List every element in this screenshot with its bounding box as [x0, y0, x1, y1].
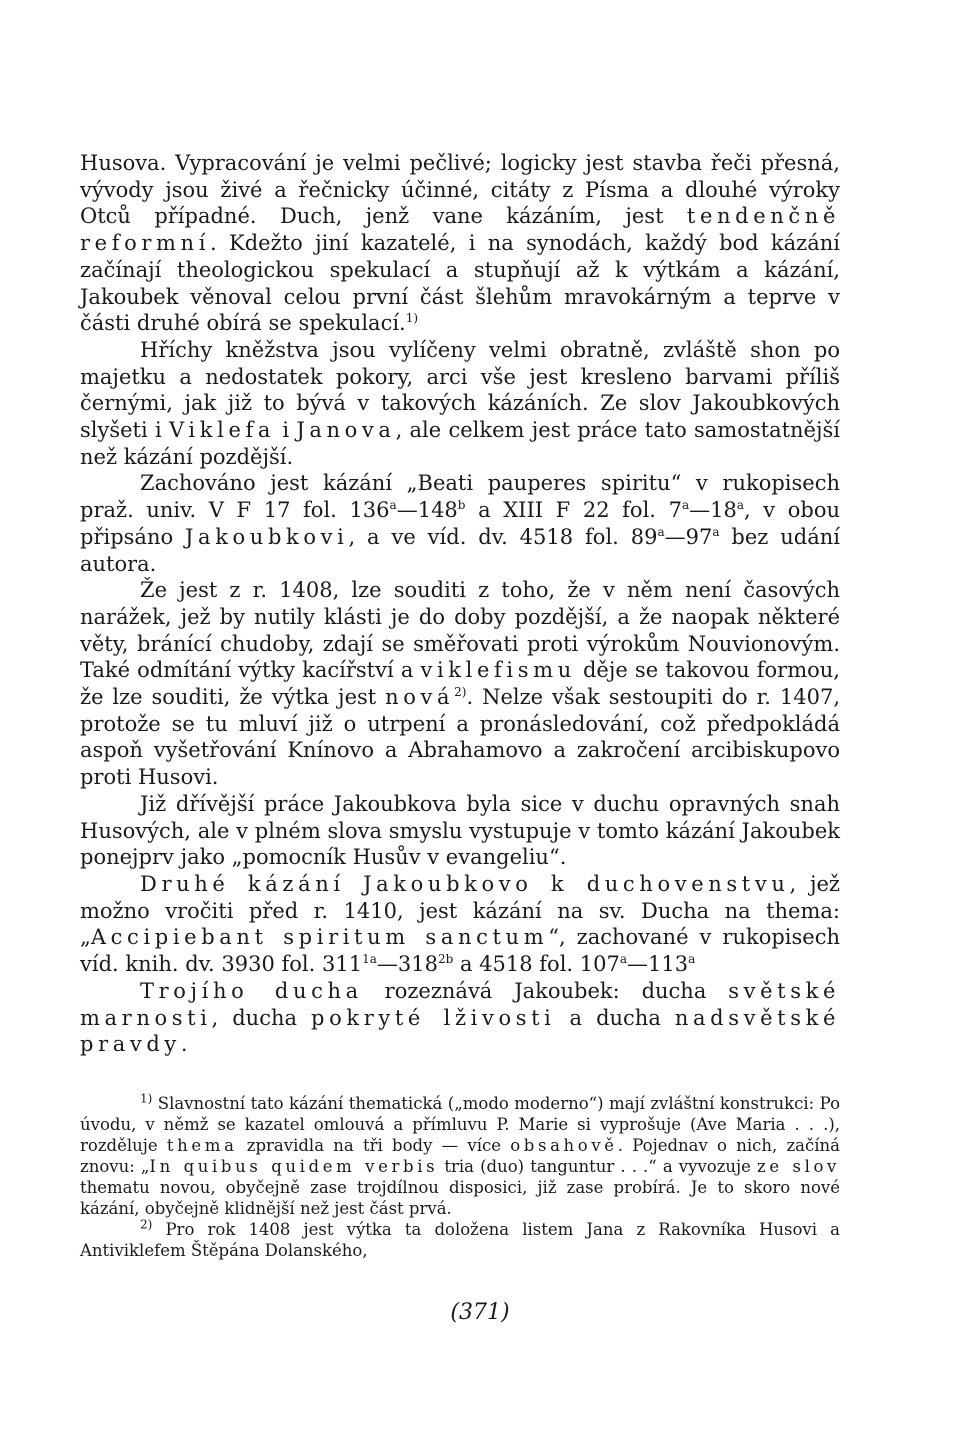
note-marker: 2): [454, 685, 467, 700]
text-run: —113: [627, 952, 689, 977]
text-run: , a ve víd. dv. 4518 fol. 89: [348, 524, 658, 549]
paragraph: [80, 150, 840, 337]
paragraph: [80, 871, 840, 978]
spaced-emphasis: viklefismu: [420, 658, 576, 683]
text-run: . Kdežto jiní kazatelé, i na synodách, každý bod kázání začínají theologickou spekulací a stupňují až k výtkám a kázání, Jakoubek věnoval celou první část šlehům mravokárným a teprve v části druhé obírá se spekulací.: [80, 231, 840, 336]
note-marker: 1a: [362, 952, 377, 967]
paragraph: [80, 978, 840, 1058]
footnotes: [80, 1093, 840, 1261]
note-marker: b: [457, 498, 466, 513]
spaced-emphasis: tendenčně reformní: [80, 204, 840, 256]
text-run: “, zachované v rukopisech víd. knih. dv. 3930 fol. 311: [80, 925, 840, 977]
text-run: , ale celkem jest práce tato samostatnější než kázání pozdější.: [80, 418, 840, 469]
text-run: Hříchy kněžstva jsou vylíčeny velmi obratně, zvláště shon po majetku a nedostatek pokory, arci vše jest kresleno barvami příliš černými, jak již to bývá v takových kázáních. Ze slov Jakoubkových slyšeti i: [80, 337, 840, 443]
note-marker: a: [389, 498, 397, 513]
spaced-emphasis: nadsvětské pravdy: [80, 1005, 840, 1057]
spaced-emphasis: pokryté lživosti: [311, 1005, 556, 1030]
note-marker: a: [657, 524, 665, 539]
spaced-emphasis: thema: [166, 1136, 238, 1155]
text-run: rozeznává Jakoubek: ducha: [362, 978, 729, 1003]
text-run: , ducha: [211, 1005, 312, 1030]
spaced-emphasis: světské marnosti: [80, 978, 840, 1030]
text-run: a ducha: [555, 1005, 675, 1030]
note-marker: a: [712, 524, 720, 539]
spaced-emphasis: obsahově: [510, 1136, 618, 1155]
text-run: . Pojednav o nich, začíná znovu: „: [80, 1136, 840, 1176]
text-run: Zachováno jest kázání „Beati pauperes spiritu“ v rukopisech praž. univ. V F 17 fol. 136: [80, 471, 840, 523]
spaced-emphasis: In quibus quidem verbis: [149, 1157, 439, 1176]
spaced-emphasis: Druhé kázání Jakoubkovo k duchovenstvu: [140, 871, 790, 896]
note-marker: a: [736, 498, 744, 513]
text-run: .: [180, 1032, 188, 1057]
text-run: —18: [689, 498, 737, 523]
note-marker: 1): [140, 1091, 153, 1106]
text-run: tria (duo) tanguntur . . .“ a vyvozuje: [438, 1157, 758, 1176]
spaced-emphasis: Janova: [296, 418, 396, 443]
text-run: zpravidla na tři body — více: [237, 1136, 511, 1155]
note-marker: 2b: [437, 952, 454, 967]
text-run: Husova. Vypracování je velmi pečlivé; logicky jest stavba řeči přesná, vývody jsou živé a řečnicky účinné, citáty z Písma a dlouhé výroky Otců případné. Duch, jenž vane kázáním, jest: [80, 151, 840, 229]
main-text: [80, 150, 840, 1058]
text-run: i: [275, 418, 297, 443]
spaced-emphasis: Jakoubkovi: [185, 524, 349, 549]
spaced-emphasis: nová: [385, 685, 455, 710]
text-run: , v obou připsáno: [80, 498, 840, 549]
text-run: Již dřívější práce Jakoubkova byla sice v duchu opravných snah Husových, ale v plném slova smyslu vystupuje v tomto kázání Jakoubek ponejprv jako „pomocník Husův v evangeliu“.: [80, 791, 840, 870]
text-run: —318: [376, 952, 438, 977]
text-run: —97: [664, 524, 713, 549]
text-run: a XIII F 22 fol. 7: [465, 498, 682, 523]
footnote: [80, 1219, 840, 1261]
text-run: thematu novou, obyčejně zase trojdílnou disposici, již zase probírá. Je to skoro nové kázání, obyčejně klidnější než jest část prvá.: [80, 1178, 840, 1218]
text-run: Slavnostní tato kázání thematická („modo moderno“) mají zvláštní konstrukci: Po úvodu, v němž se kazatel omlouvá a přímluvu P. Marie si vyprošuje (Ave Maria . . .), rozděluje: [80, 1094, 840, 1155]
text-run: —148: [396, 498, 458, 523]
footnote: [80, 1093, 840, 1219]
spaced-emphasis: Trojího ducha: [140, 978, 363, 1003]
paragraph: [80, 470, 840, 577]
text-run: . Nelze však sestoupiti do r. 1407, protože se tu mluví již o utrpení a pronásledování, což předpokládá aspoň vyšetřování Knínovo a Abrahamovo a zakročení arcibiskupovo proti Husovi.: [80, 685, 841, 790]
page-number: (371): [450, 1300, 510, 1325]
paragraph: [80, 577, 840, 791]
note-marker: 1): [405, 311, 419, 326]
paragraph: [80, 337, 840, 471]
note-marker: a: [688, 952, 696, 967]
spaced-emphasis: Viklefa: [169, 418, 276, 443]
text-run: děje se takovou formou, že lze souditi, že výtka jest: [80, 658, 840, 710]
spaced-emphasis: Accipiebant spiritum sanctum: [90, 925, 549, 950]
note-marker: 2): [140, 1217, 153, 1232]
text-run: Pro rok 1408 jest výtka ta doložena listem Jana z Rakovníka Husovi a Antiviklefem Štěpána Dolanského,: [80, 1220, 840, 1260]
note-marker: a: [681, 498, 690, 513]
note-marker: a: [619, 952, 628, 967]
text-run: Že jest z r. 1408, lze souditi z toho, že v něm není časových narážek, jež by nutily klásti je do doby pozdější, a že naopak některé věty, bránící chudoby, zdají se směřovati proti výrokům Nouvionovým. Také odmítání výtky kacířství a: [80, 578, 840, 683]
text-run: a 4518 fol. 107: [453, 952, 620, 977]
paragraph: [80, 791, 840, 871]
text-run: bez udání autora.: [80, 524, 840, 576]
text-run: , jež možno vročiti před r. 1410, jest kázání na sv. Ducha na thema: „: [80, 871, 840, 950]
spaced-emphasis: ze slov: [757, 1157, 840, 1176]
